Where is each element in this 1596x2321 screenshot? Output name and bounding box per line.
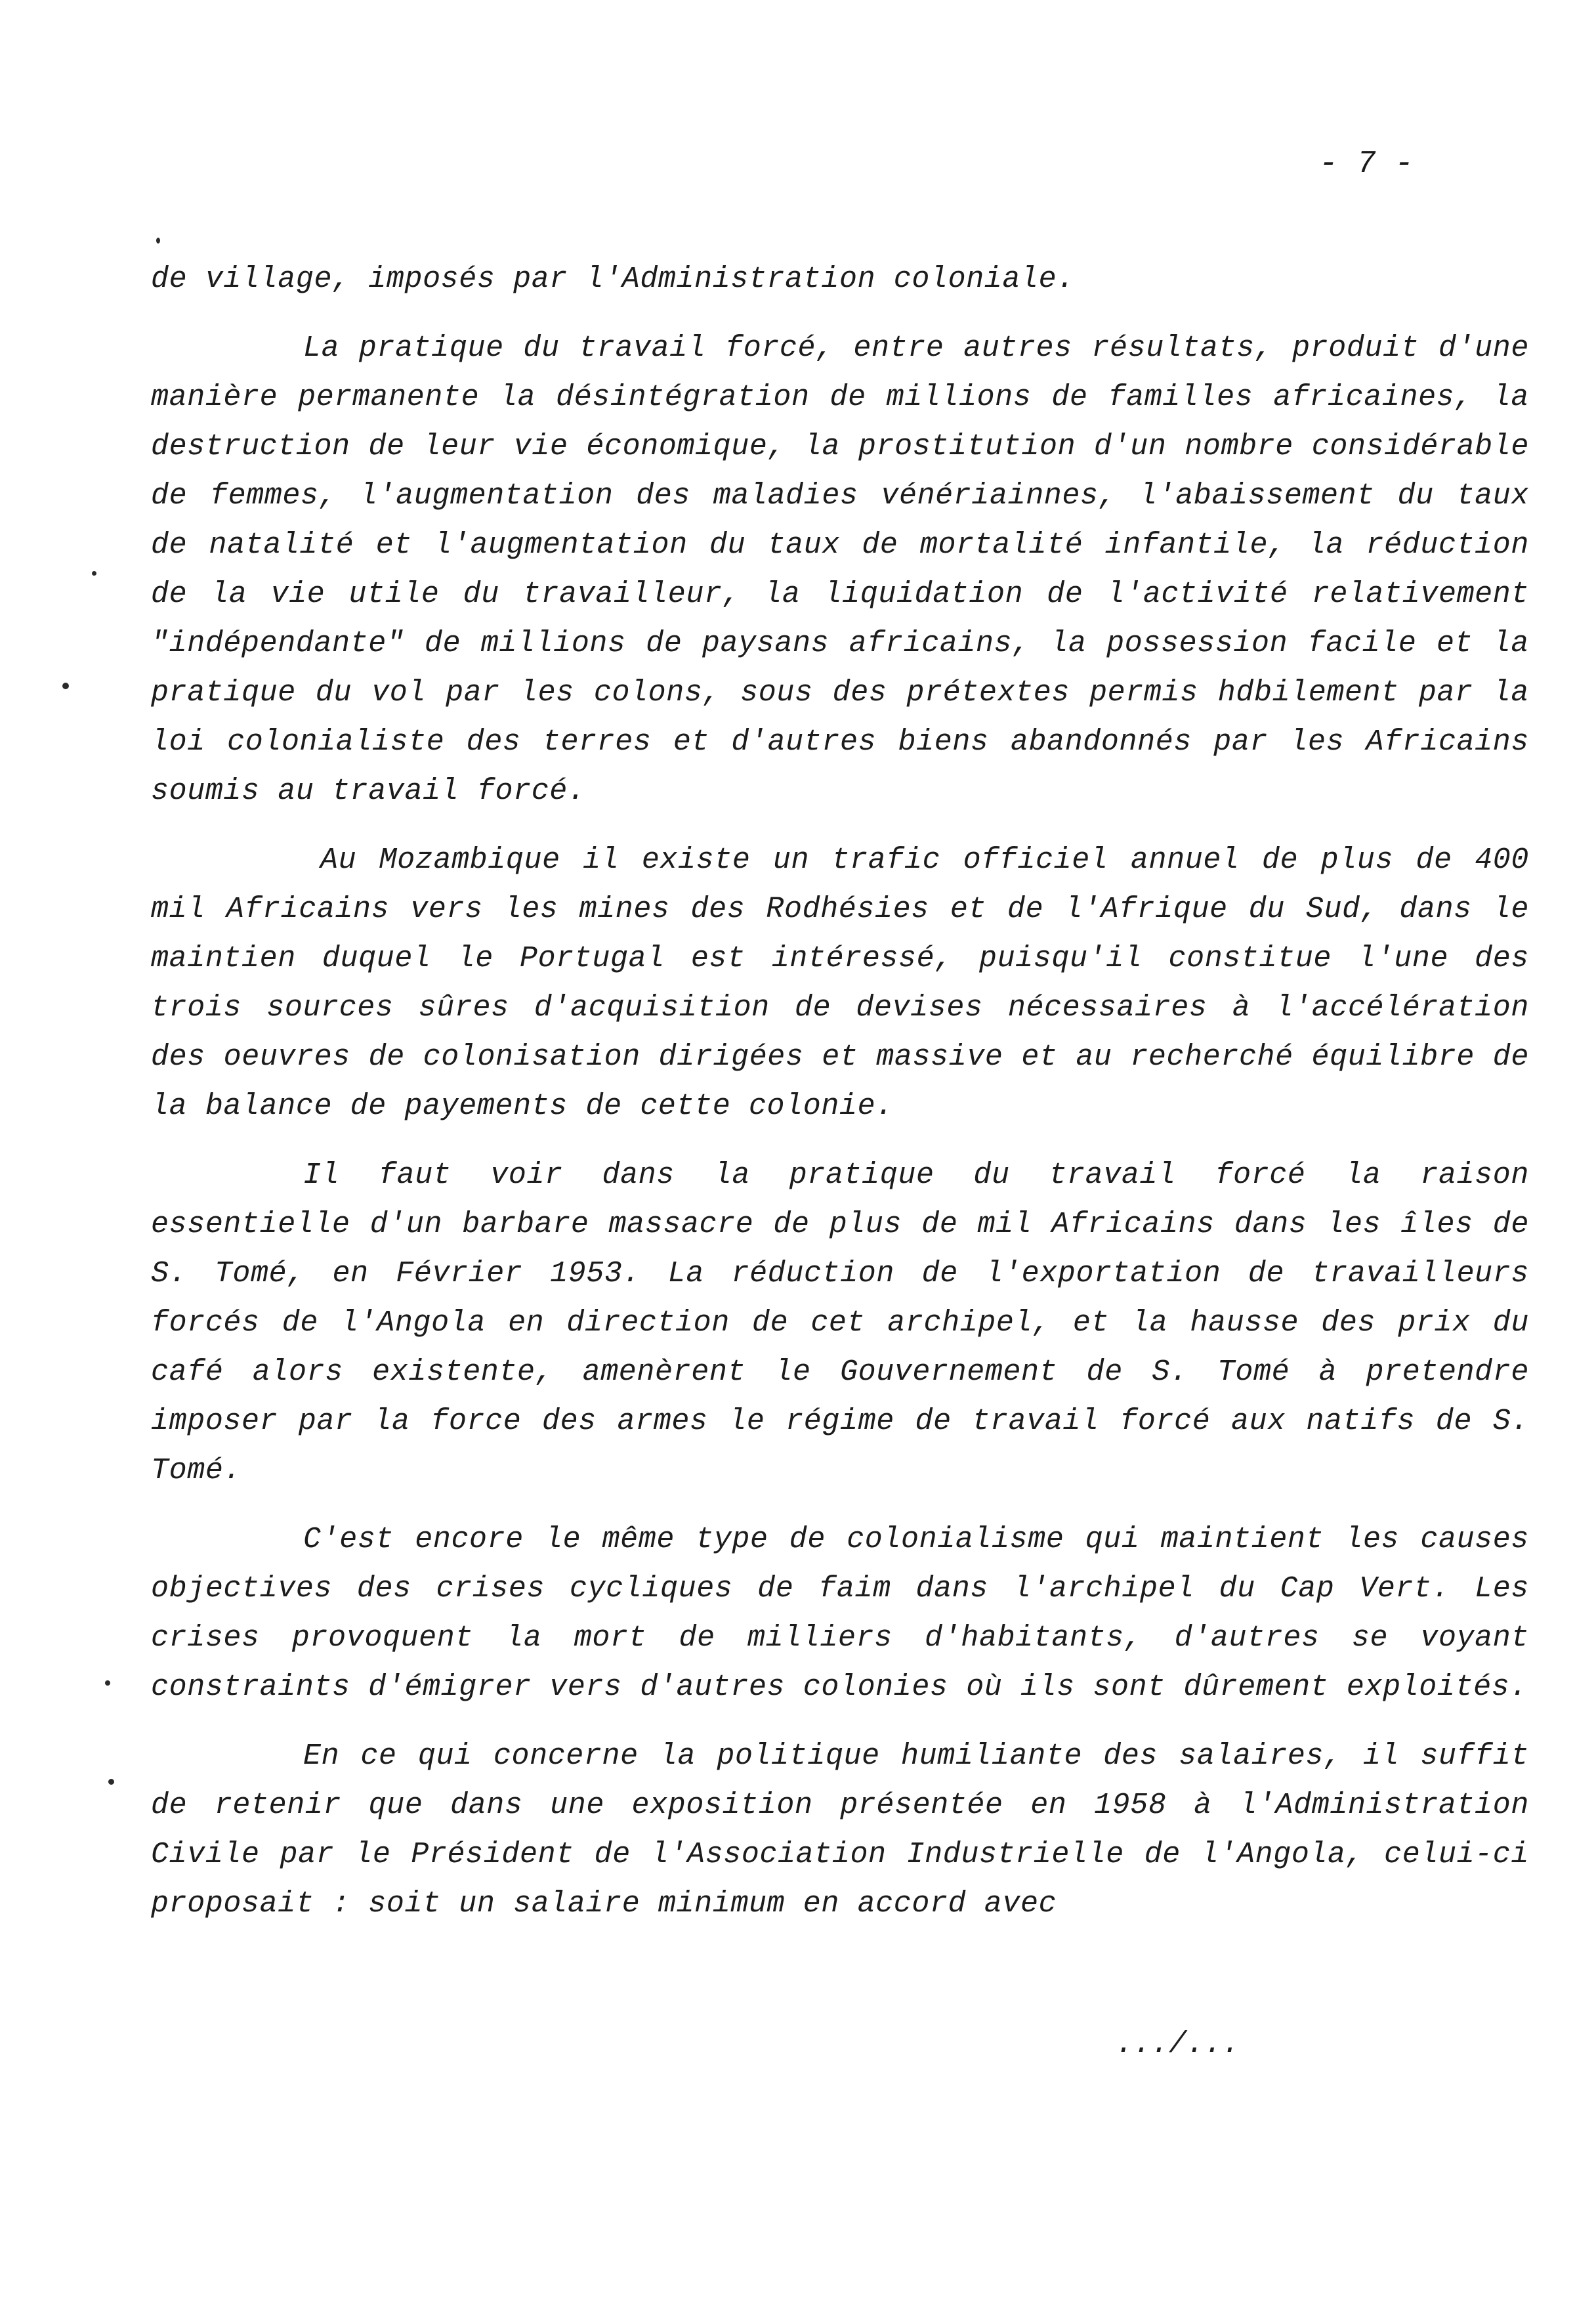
margin-speck <box>156 238 160 244</box>
margin-speck <box>62 683 69 689</box>
continuation-marker: .../... <box>1116 2028 1240 2061</box>
margin-speck <box>92 571 96 576</box>
paragraph-cape-verde: C'est encore le même type de colonialisme qui maintient les causes objectives des crises cycliques de faim dans l'archipel du Cap Vert. Les crises provoquent la mort de milliers d'habitants, d'autres se voyant constraints d'émigrer vers d'autres colonies où ils sont dûrement exploités. <box>151 1523 1529 1704</box>
paragraph-mozambique: Au Mozambique il existe un trafic officiel annuel de plus de 400 mil Africains vers les mines des Rodhésies et de l'Afrique du Sud, dans le maintien duquel le Portugal est intéressé, puisqu'il constitue l'une des trois sources sûres d'acquisition de devises nécessaires à l'accélération des oeuvres de colonisation dirigées et massive et au recherché équilibre de la balance de payements de cette colonie. <box>151 843 1529 1123</box>
document-body <box>151 255 1529 1928</box>
paragraph-sao-tome: Il faut voir dans la pratique du travail forcé la raison essentielle d'un barbare massacre de plus de mil Africains dans les îles de S. Tomé, en Février 1953. La réduction de l'exportation de travailleurs forcés de l'Angola en direction de cet archipel, et la hausse des prix du café alors existente, amenèrent le Gouvernement de S. Tomé à pretendre imposer par la force des armes le régime de travail forcé aux natifs de S. Tomé. <box>151 1159 1529 1487</box>
margin-speck <box>105 1680 110 1686</box>
page-number: - 7 - <box>1319 146 1414 182</box>
paragraph-salaries: En ce qui concerne la politique humiliante des salaires, il suffit de retenir que dans une exposition présentée en 1958 à l'Administration Civile par le Président de l'Association Industrielle de l'Angola, celui-ci proposait : soit un salaire minimum en accord avec <box>151 1739 1529 1921</box>
margin-speck <box>108 1779 114 1785</box>
paragraph-forced-labor: La pratique du travail forcé, entre autres résultats, produit d'une manière permanente la désintégration de millions de familles africaines, la destruction de leur vie économique, la prostitution d'un nombre considérable de femmes, l'augmentation des maladies vénériainnes, l'abaissement du taux de natalité et l'augmentation du taux de mortalité infantile, la réduction de la vie utile du travailleur, la liquidation de l'activité relativement "indépendante" de millions de paysans africains, la possession facile et la pratique du vol par les colons, sous des prétextes permis hdbilement par la loi colonialiste des terres et d'autres biens abandonnés par les Africains soumis au travail forcé. <box>151 331 1529 808</box>
paragraph-continuation: de village, imposés par l'Administration coloniale. <box>151 263 1075 296</box>
